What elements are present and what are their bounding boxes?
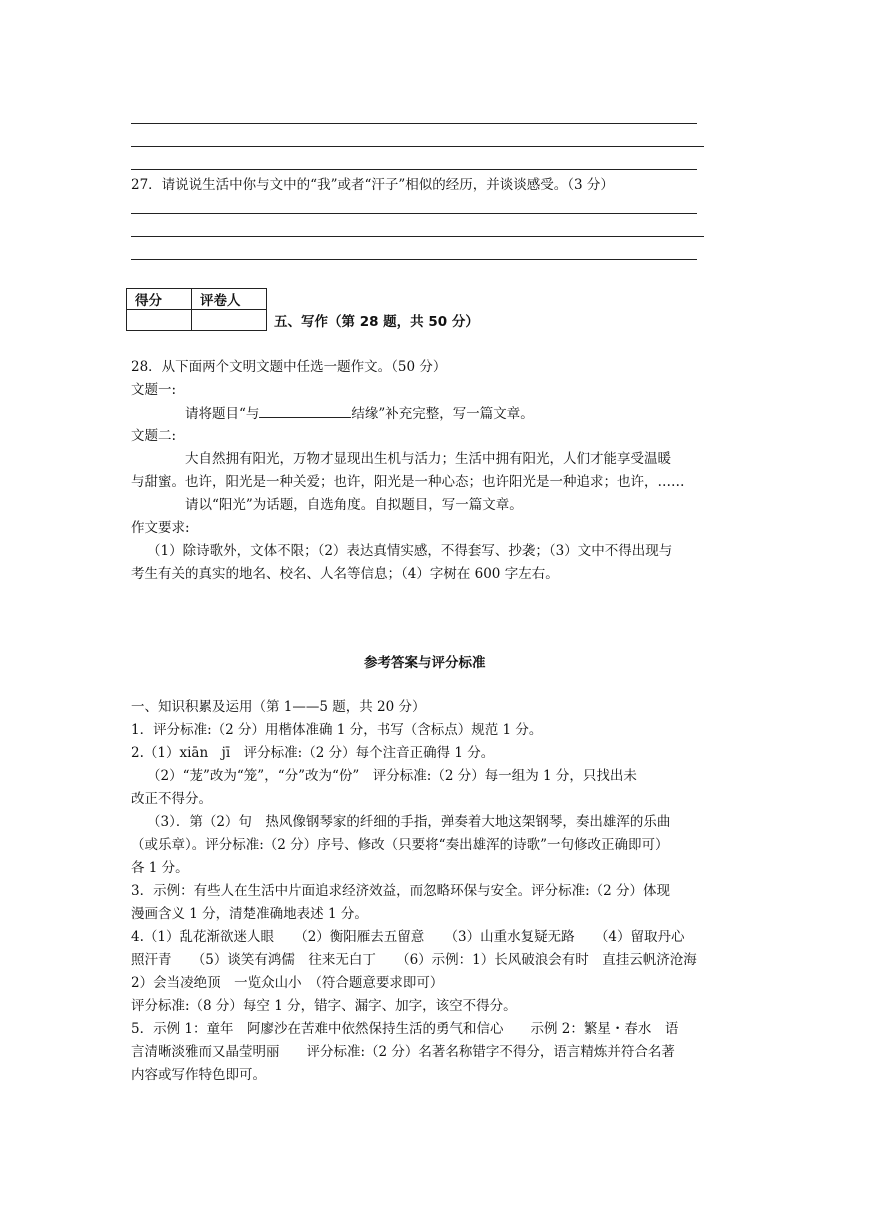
topic-1-text — [185, 403, 534, 424]
grader-header: 评卷人 — [192, 289, 267, 310]
requirements-line-1: （1）除诗歌外，文体不限；（2）表达真情实感，不得套写、抄袭；（3）文中不得出现与 — [147, 543, 673, 559]
topic-2-label: 文题二: — [131, 428, 177, 444]
title-blank[interactable] — [259, 403, 351, 418]
answer-5-line-2: 言清晰淡雅而又晶莹明丽 评分标准:（2 分）名著名称错字不得分，语言精炼并符合名著 — [131, 1044, 675, 1060]
answer-2-line-5: （或乐章）。评分标准:（2 分）序号、修改（只要将“奏出雄浑的诗歌”一句修改正确即可） — [131, 837, 669, 853]
topic-1-suffix: 结缘”补充完整，写一篇文章。 — [351, 406, 534, 422]
topic-2-paragraph-3: 请以“阳光”为话题，自选角度。自拟题目，写一篇文章。 — [185, 497, 523, 513]
answer-5-line-3: 内容或写作特色即可。 — [131, 1067, 266, 1083]
question-28: 28．从下面两个文明文题中任选一题作文。（50 分） — [131, 359, 447, 375]
answer-2-line-6: 各 1 分。 — [131, 860, 189, 876]
answer-line[interactable] — [131, 146, 704, 147]
score-cell[interactable] — [127, 310, 192, 331]
grader-cell[interactable] — [192, 310, 267, 331]
question-27: 27．请说说生活中你与文中的“我”或者“汗子”相似的经历，并谈谈感受。（3 分） — [131, 177, 614, 193]
answer-2-line-3: 改正不得分。 — [131, 791, 212, 807]
answer-4-line-3: 2）会当凌绝顶 一览众山小 （符合题意要求即可） — [131, 975, 444, 991]
answer-line[interactable] — [131, 236, 704, 237]
answer-5-line-1: 5．示例 1：童年 阿廖沙在苦难中依然保持生活的勇气和信心 示例 2：繁星・春水 语 — [131, 1021, 679, 1037]
answer-4-line-4: 评分标准:（8 分）每空 1 分，错字、漏字、加字，该空不得分。 — [131, 998, 517, 1014]
answer-4-line-1: 4.（1）乱花渐欲迷人眼 （2）衡阳雁去五留意 （3）山重水复疑无路 （4）留取丹心 — [131, 929, 685, 945]
answer-2-line-4: （3）．第（2）句 热风像钢琴家的纤细的手指，弹奏着大地这架钢琴，奏出雄浑的乐曲 — [147, 814, 671, 830]
answer-section-1: 一、知识积累及运用（第 1——5 题，共 20 分） — [131, 699, 426, 715]
answer-line[interactable] — [131, 213, 697, 214]
topic-2-paragraph-1: 大自然拥有阳光，万物才显现出生机与活力；生活中拥有阳光，人们才能享受温暖 — [185, 451, 671, 467]
answer-1: 1．评分标准:（2 分）用楷体准确 1 分，书写（含标点）规范 1 分。 — [131, 722, 543, 738]
section-5-title: 五、写作（第 28 题，共 50 分） — [274, 314, 479, 330]
answer-line[interactable] — [131, 123, 697, 124]
topic-1-label: 文题一: — [131, 382, 177, 398]
answer-3-line-2: 漫画含义 1 分，清楚准确地表述 1 分。 — [131, 906, 368, 922]
score-header: 得分 — [127, 289, 192, 310]
answer-3-line-1: 3．示例：有些人在生活中片面追求经济效益，而忽略环保与安全。评分标准:（2 分）体现 — [131, 883, 671, 899]
answer-2-line-1: 2.（1）xiān jī 评分标准:（2 分）每个注音正确得 1 分。 — [131, 745, 495, 761]
answer-4-line-2: 照汗青 （5）谈笑有鸿儒 往来无白丁 （6）示例：1）长风破浪会有时 直挂云帆济沧海 — [131, 952, 697, 968]
score-table — [126, 288, 267, 331]
requirements-line-2: 考生有关的真实的地名、校名、人名等信息；（4）字树在 600 字左右。 — [131, 566, 559, 582]
answer-line[interactable] — [131, 169, 697, 170]
topic-1-prefix: 请将题目“与 — [185, 406, 260, 422]
requirements-label: 作文要求: — [131, 520, 190, 536]
topic-2-paragraph-2: 与甜蜜。也许，阳光是一种关爱；也许，阳光是一种心态；也许阳光是一种追求；也许，…… — [131, 474, 685, 490]
answer-line[interactable] — [131, 259, 697, 260]
answer-key-title: 参考答案与评分标准 — [364, 655, 486, 671]
answer-2-line-2: （2）“茏”改为“笼”，“分”改为“份” 评分标准:（2 分）每一组为 1 分，只找出未 — [147, 768, 637, 784]
